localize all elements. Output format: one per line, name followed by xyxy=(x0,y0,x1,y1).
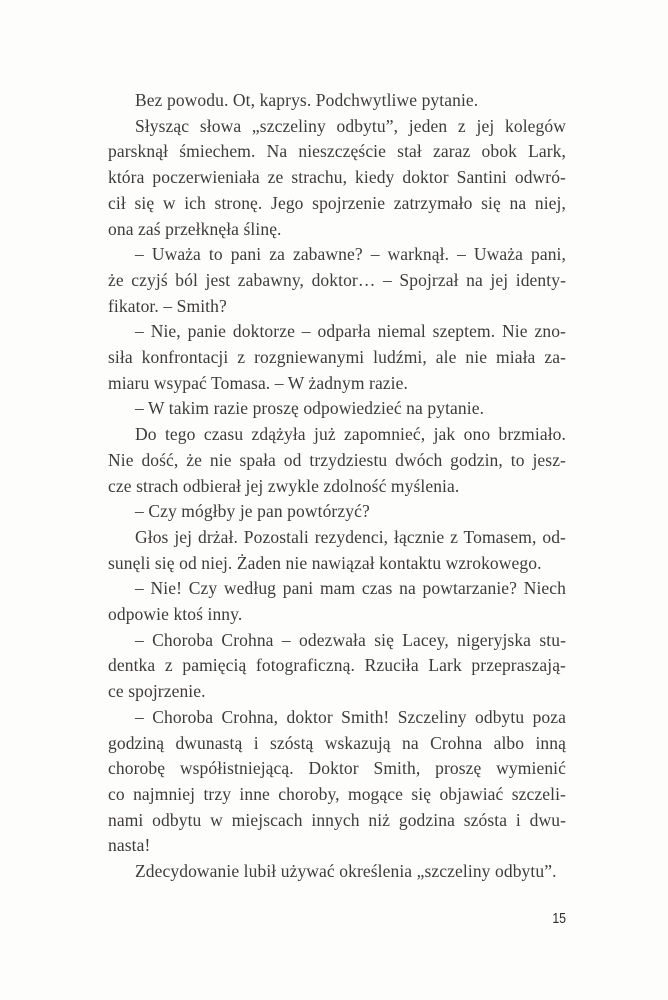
text-line: – W takim razie proszę odpowiedzieć na pytanie. xyxy=(135,398,485,419)
page-number: 15 xyxy=(552,910,566,927)
text-line: co najmniej trzy inne choroby, mogące się objawiać szczeli- xyxy=(108,783,566,804)
text-line: – Choroba Crohna, doktor Smith! Szczeliny odbytu poza xyxy=(135,706,566,727)
text-line: chorobę współistniejącą. Doktor Smith, proszę wymienić xyxy=(108,758,566,779)
body-text xyxy=(108,88,566,885)
text-line: nasta! xyxy=(108,835,151,856)
text-line: cze strach odbierał jej zwykle zdolność myślenia. xyxy=(108,475,460,496)
text-line: – Nie! Czy według pani mam czas na powtarzanie? Niech xyxy=(135,578,566,599)
text-line: fikator. – Smith? xyxy=(108,295,227,316)
text-line: sunęli się od niej. Żaden nie nawiązał kontaktu wzrokowego. xyxy=(108,552,542,573)
text-line: która poczerwieniała ze strachu, kiedy doktor Santini odwró- xyxy=(108,167,566,188)
text-line: że czyjś ból jest zabawny, doktor… – Spojrzał na jej identy- xyxy=(108,269,566,290)
text-line: dentka z pamięcią fotograficzną. Rzuciła Lark przepraszają- xyxy=(108,655,566,676)
text-line: Zdecydowanie lubił używać określenia „szczeliny odbytu”. xyxy=(135,861,557,882)
text-line: odpowie ktoś inny. xyxy=(108,604,243,625)
text-line: ona zaś przełknęła ślinę. xyxy=(108,218,282,239)
text-line: Nie dość, że nie spała od trzydziestu dwóch godzin, to jesz- xyxy=(108,449,566,470)
text-line: nami odbytu w miejscach innych niż godzina szósta i dwu- xyxy=(108,809,566,830)
text-line: Bez powodu. Ot, kaprys. Podchwytliwe pytanie. xyxy=(135,90,479,110)
text-line: – Choroba Crohna – odezwała się Lacey, nigeryjska stu- xyxy=(135,629,566,650)
text-line: – Czy mógłby je pan powtórzyć? xyxy=(135,501,370,522)
text-line: Słysząc słowa „szczeliny odbytu”, jeden z jej kolegów xyxy=(135,115,566,136)
text-line: Głos jej drżał. Pozostali rezydenci, łącznie z Tomasem, od- xyxy=(135,526,566,547)
text-line: – Nie, panie doktorze – odparła niemal szeptem. Nie zno- xyxy=(135,321,566,342)
text-line: siła konfrontacji z rozgniewanymi ludźmi, ale nie miała za- xyxy=(108,347,566,368)
text-line: cił się w ich stronę. Jego spojrzenie zatrzymało się na niej, xyxy=(108,192,566,213)
text-line: parsknął śmiechem. Na nieszczęście stał zaraz obok Lark, xyxy=(108,141,566,162)
text-line: ce spojrzenie. xyxy=(108,681,206,702)
text-line: miaru wsypać Tomasa. – W żadnym razie. xyxy=(108,372,408,393)
text-line: – Uważa to pani za zabawne? – warknął. – Uważa pani, xyxy=(135,244,566,265)
text-line: Do tego czasu zdążyła już zapomnieć, jak ono brzmiało. xyxy=(135,424,566,445)
text-line: godziną dwunastą i szóstą wskazują na Crohna albo inną xyxy=(108,732,566,753)
